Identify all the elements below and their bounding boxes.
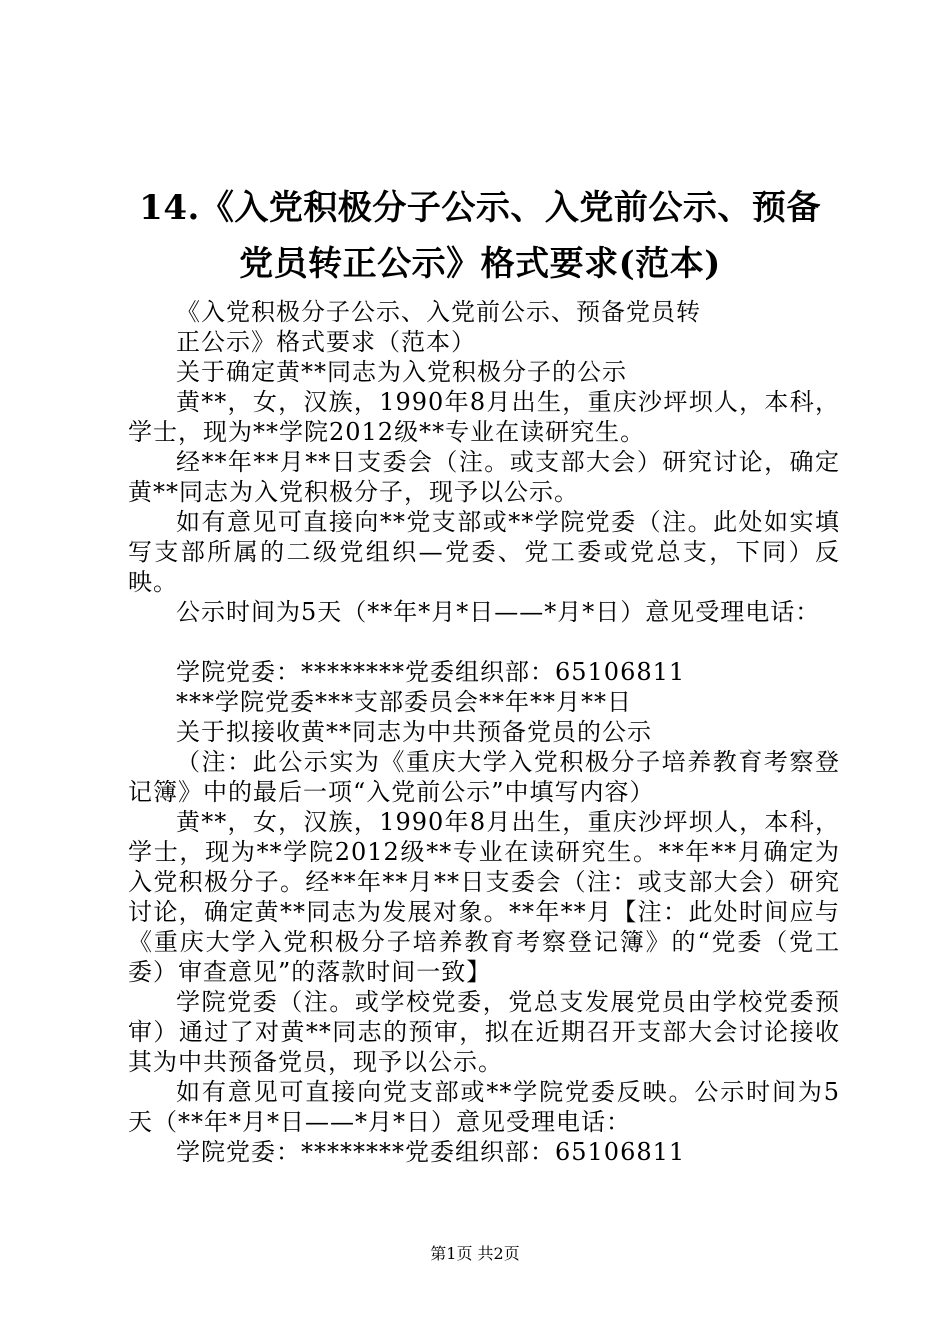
page-footer: 第1页 共2页 <box>430 1244 520 1263</box>
section-heading-probationary-notice: 关于拟接收黄**同志为中共预备党员的公示 <box>176 718 652 746</box>
blank-line <box>128 627 840 657</box>
title-line-1: 14.《入党积极分子公示、入党前公示、预备 <box>139 188 821 228</box>
paragraph: 如有意见可直接向**党支部或**学院党委（注。此处如实填写支部所属的二级党组织—党委、党工委或党总支，下同）反映。 <box>128 508 840 596</box>
paragraph: 学院党委（注。或学校党委，党总支发展党员由学校党委预审）通过了对黄**同志的预审，拟在近期召开支部大会讨论接收其为中共预备党员，现予以公示。 <box>128 988 840 1076</box>
document-title <box>100 180 860 292</box>
paragraph: 经**年**月**日支委会（注。或支部大会）研究讨论，确定黄**同志为入党积极分子，现予以公示。 <box>128 448 840 506</box>
contact-line: 学院党委：********党委组织部：65106811 <box>176 1138 686 1166</box>
paragraph: 黄**，女，汉族，1990年8月出生，重庆沙坪坝人，本科，学士，现为**学院2012级**专业在读研究生。**年**月确定为入党积极分子。经**年**月**日支委会（注：或支部大会）研究讨论，确定黄**同志为发展对象。**年**月【注：此处时间应与《重庆大学入党积极分子培养教育考察登记簿》的“党委（党工委）审查意见”的落款时间一致】 <box>128 808 840 986</box>
paragraph: 如有意见可直接向党支部或**学院党委反映。公示时间为5天（**年*月*日——*月*日）意见受理电话： <box>128 1078 840 1136</box>
subtitle-line-2: 正公示》格式要求（范本） <box>176 328 476 356</box>
contact-line: 学院党委：********党委组织部：65106811 <box>176 658 686 686</box>
section-heading-activist-notice: 关于确定黄**同志为入党积极分子的公示 <box>176 358 627 386</box>
subtitle-line-1: 《入党积极分子公示、入党前公示、预备党员转 <box>176 298 701 326</box>
signature-line: ***学院党委***支部委员会**年**月**日 <box>176 688 632 716</box>
title-line-2: 党员转正公示》格式要求(范本) <box>239 244 721 284</box>
document-body <box>128 297 840 1167</box>
paragraph: 黄**，女，汉族，1990年8月出生，重庆沙坪坝人，本科，学士，现为**学院2012级**专业在读研究生。 <box>128 388 840 446</box>
paragraph: （注：此公示实为《重庆大学入党积极分子培养教育考察登记簿》中的最后一项“入党前公示”中填写内容） <box>128 748 840 806</box>
paragraph: 公示时间为5天（**年*月*日——*月*日）意见受理电话： <box>176 598 821 626</box>
